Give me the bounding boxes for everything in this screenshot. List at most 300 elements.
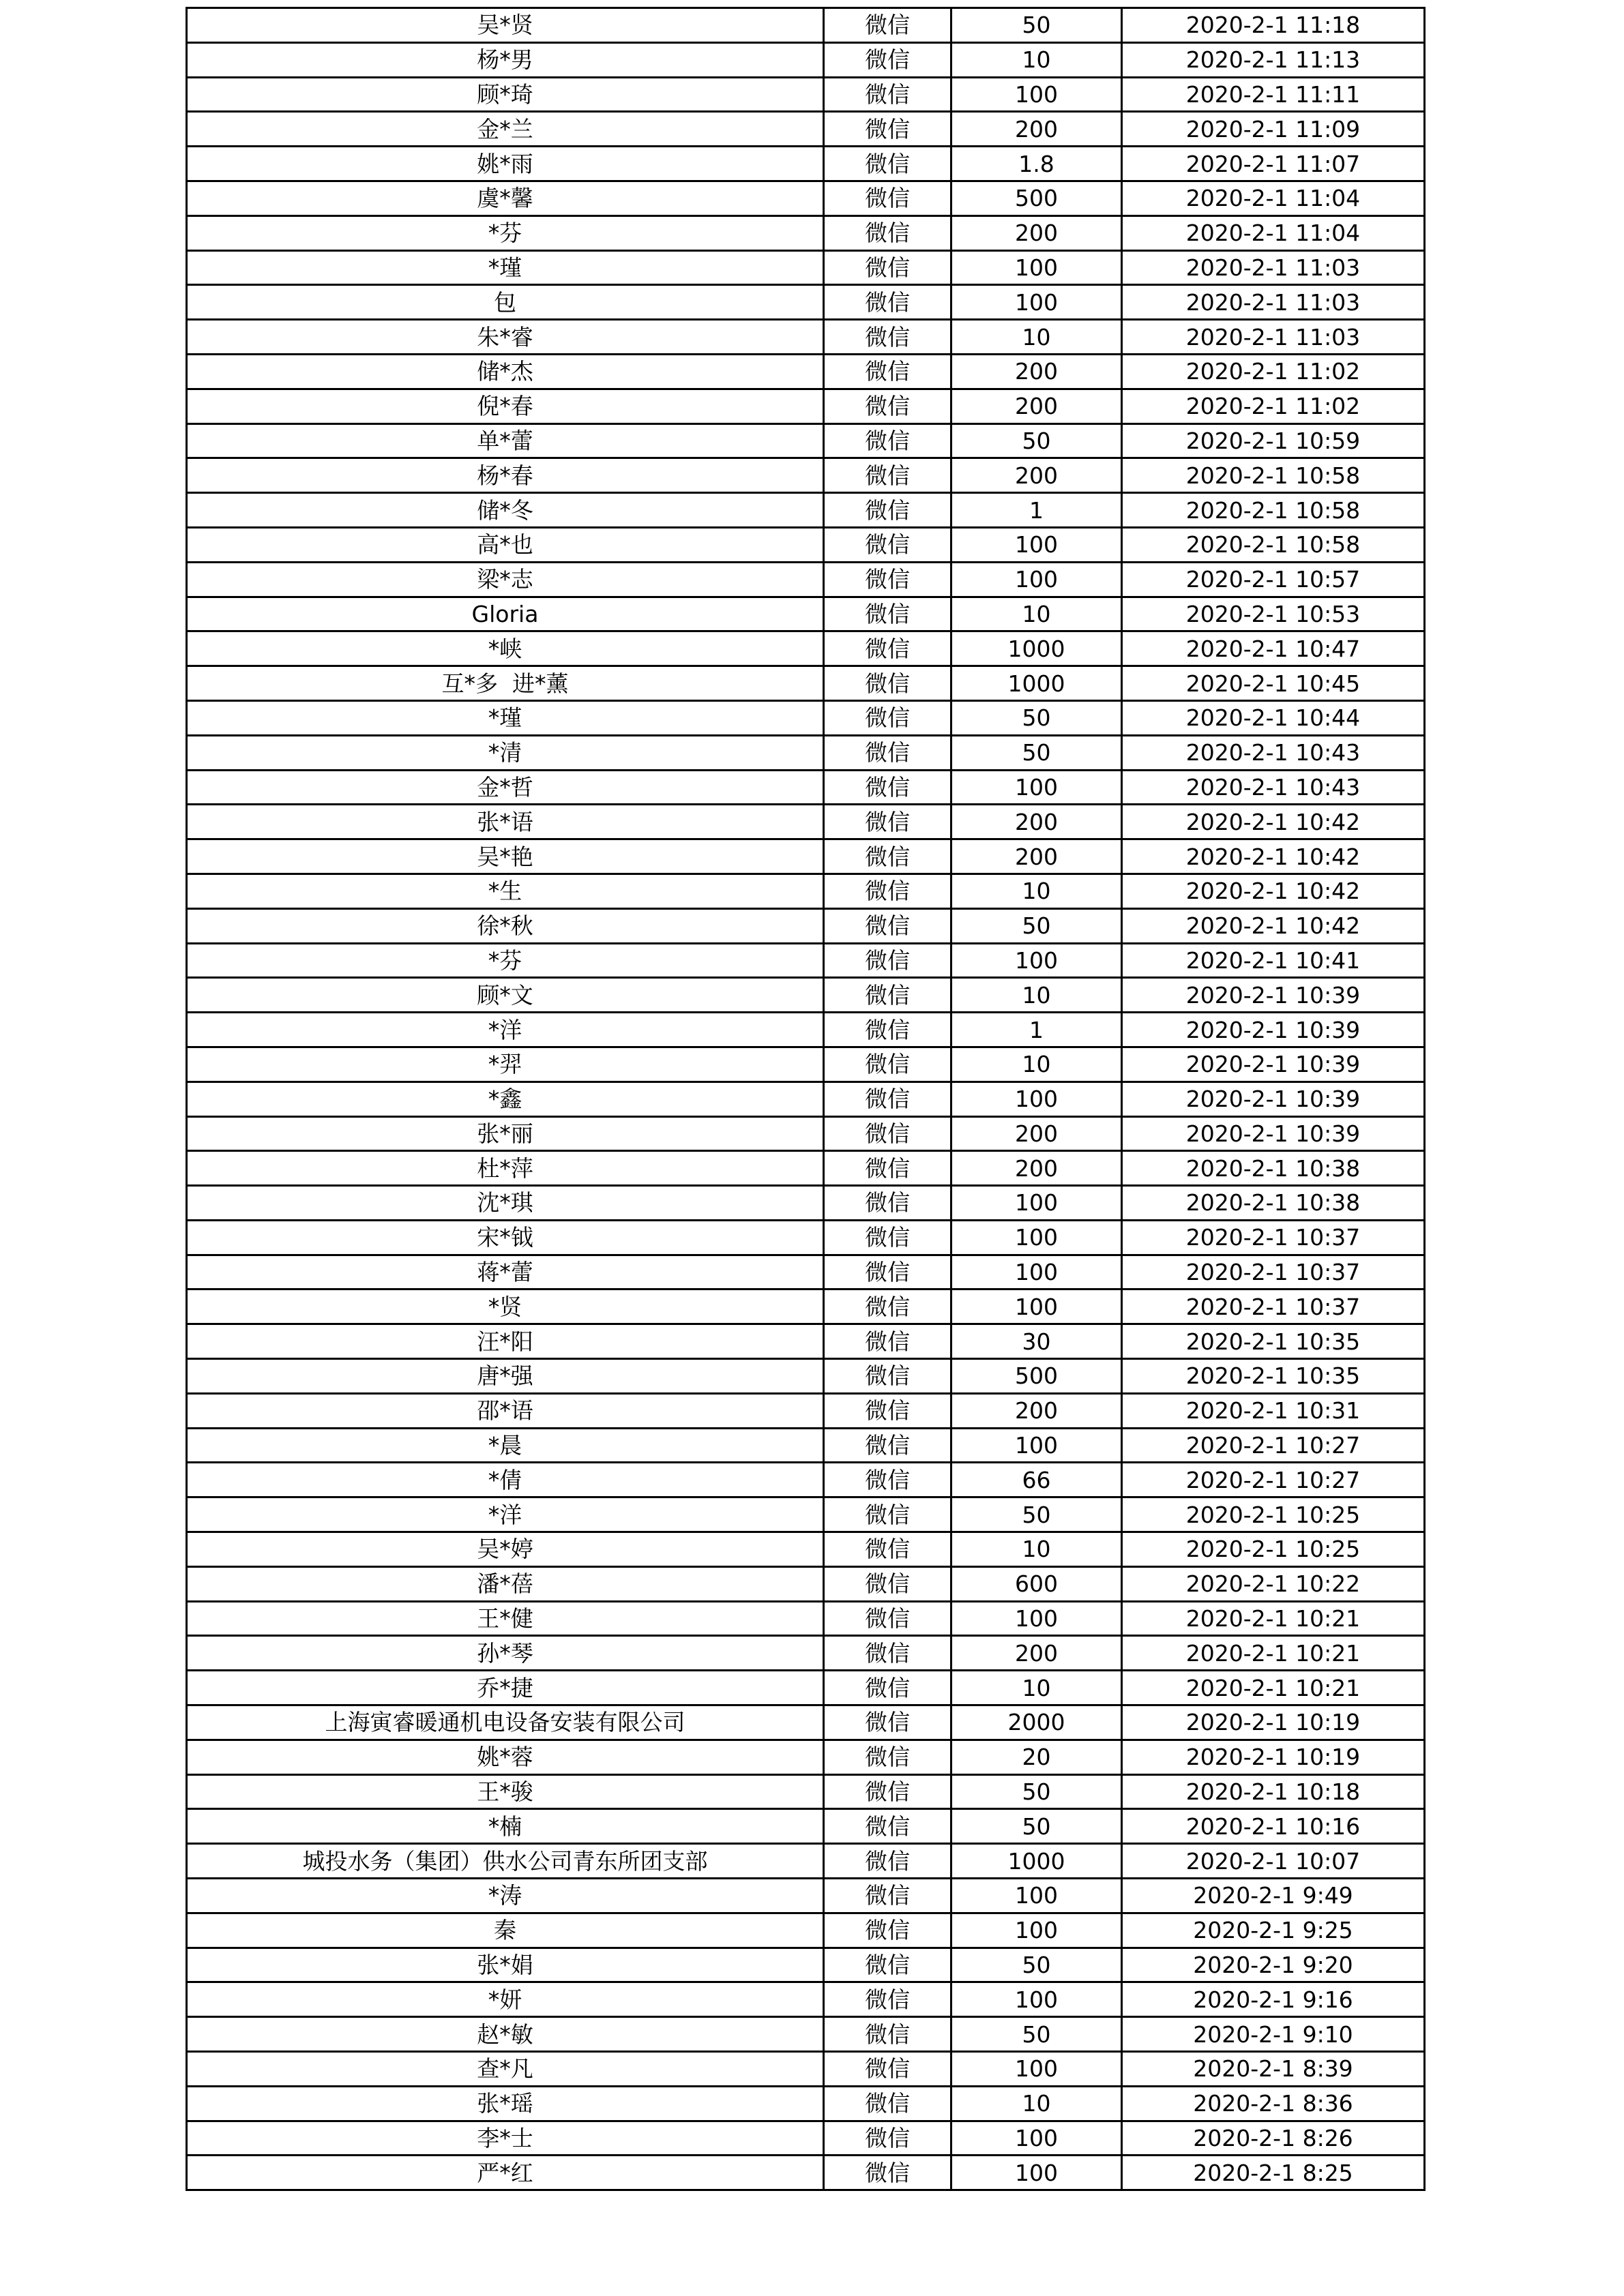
amount-cell: 50 xyxy=(951,908,1122,943)
amount-cell: 50 xyxy=(951,700,1122,735)
amount-cell: 30 xyxy=(951,1324,1122,1359)
time-cell: 2020-2-1 8:25 xyxy=(1122,2156,1425,2190)
payment-method-cell: 微信 xyxy=(824,562,951,597)
payment-method-cell: 微信 xyxy=(824,943,951,978)
time-cell: 2020-2-1 10:42 xyxy=(1122,874,1425,908)
donor-name-cell: 邵*语 xyxy=(187,1393,824,1428)
time-cell: 2020-2-1 10:19 xyxy=(1122,1740,1425,1774)
time-cell: 2020-2-1 10:27 xyxy=(1122,1428,1425,1463)
donor-name-cell: 汪*阳 xyxy=(187,1324,824,1359)
time-cell: 2020-2-1 10:25 xyxy=(1122,1497,1425,1532)
amount-cell: 50 xyxy=(951,1774,1122,1809)
donor-name-cell: *洋 xyxy=(187,1013,824,1047)
table-row xyxy=(187,1255,1425,1289)
amount-cell: 10 xyxy=(951,320,1122,355)
table-row xyxy=(187,1151,1425,1186)
payment-method-cell: 微信 xyxy=(824,1671,951,1705)
amount-cell: 100 xyxy=(951,2156,1122,2190)
payment-method-cell: 微信 xyxy=(824,147,951,181)
donor-name-cell: *瑾 xyxy=(187,250,824,285)
payment-method-cell: 微信 xyxy=(824,2156,951,2190)
time-cell: 2020-2-1 11:09 xyxy=(1122,112,1425,147)
amount-cell: 1.8 xyxy=(951,147,1122,181)
amount-cell: 50 xyxy=(951,423,1122,458)
donor-name-cell: 查*凡 xyxy=(187,2052,824,2087)
amount-cell: 100 xyxy=(951,250,1122,285)
amount-cell: 10 xyxy=(951,2086,1122,2121)
table-row xyxy=(187,1013,1425,1047)
payment-method-cell: 微信 xyxy=(824,423,951,458)
time-cell: 2020-2-1 8:36 xyxy=(1122,2086,1425,2121)
table-row xyxy=(187,389,1425,423)
table-row xyxy=(187,1844,1425,1879)
table-row xyxy=(187,1705,1425,1740)
payment-method-cell: 微信 xyxy=(824,493,951,528)
time-cell: 2020-2-1 9:49 xyxy=(1122,1879,1425,1913)
amount-cell: 100 xyxy=(951,1082,1122,1116)
donor-name-cell: *瑾 xyxy=(187,700,824,735)
donor-name-cell: 单*蕾 xyxy=(187,423,824,458)
donor-name-cell: 互*多 进*薰 xyxy=(187,666,824,701)
donor-name-cell: *贤 xyxy=(187,1289,824,1324)
payment-method-cell: 微信 xyxy=(824,1324,951,1359)
time-cell: 2020-2-1 10:21 xyxy=(1122,1671,1425,1705)
table-row xyxy=(187,1532,1425,1567)
table-row xyxy=(187,839,1425,874)
donor-name-cell: 张*丽 xyxy=(187,1116,824,1151)
table-row xyxy=(187,1186,1425,1221)
amount-cell: 2000 xyxy=(951,1705,1122,1740)
donor-name-cell: *妍 xyxy=(187,1982,824,2017)
donor-name-cell: 张*语 xyxy=(187,805,824,839)
time-cell: 2020-2-1 10:38 xyxy=(1122,1186,1425,1221)
payment-method-cell: 微信 xyxy=(824,1774,951,1809)
table-row xyxy=(187,1774,1425,1809)
time-cell: 2020-2-1 10:07 xyxy=(1122,1844,1425,1879)
amount-cell: 600 xyxy=(951,1566,1122,1601)
payment-method-cell: 微信 xyxy=(824,1844,951,1879)
amount-cell: 50 xyxy=(951,8,1122,43)
payment-method-cell: 微信 xyxy=(824,1705,951,1740)
donor-name-cell: 蒋*蕾 xyxy=(187,1255,824,1289)
amount-cell: 1 xyxy=(951,1013,1122,1047)
payment-method-cell: 微信 xyxy=(824,320,951,355)
table-row xyxy=(187,250,1425,285)
table-row xyxy=(187,700,1425,735)
time-cell: 2020-2-1 11:03 xyxy=(1122,250,1425,285)
amount-cell: 50 xyxy=(951,1497,1122,1532)
time-cell: 2020-2-1 10:58 xyxy=(1122,493,1425,528)
table-row xyxy=(187,1982,1425,2017)
payment-method-cell: 微信 xyxy=(824,631,951,666)
payment-method-cell: 微信 xyxy=(824,978,951,1013)
amount-cell: 100 xyxy=(951,2121,1122,2156)
table-row xyxy=(187,1671,1425,1705)
payment-method-cell: 微信 xyxy=(824,527,951,562)
amount-cell: 1000 xyxy=(951,1844,1122,1879)
table-row xyxy=(187,215,1425,250)
payment-method-cell: 微信 xyxy=(824,597,951,631)
donor-name-cell: 孙*琴 xyxy=(187,1636,824,1671)
donor-name-cell: 李*士 xyxy=(187,2121,824,2156)
amount-cell: 200 xyxy=(951,1151,1122,1186)
table-row xyxy=(187,2017,1425,2052)
payment-method-cell: 微信 xyxy=(824,805,951,839)
payment-method-cell: 微信 xyxy=(824,1393,951,1428)
time-cell: 2020-2-1 10:37 xyxy=(1122,1255,1425,1289)
table-row xyxy=(187,597,1425,631)
payment-method-cell: 微信 xyxy=(824,42,951,77)
time-cell: 2020-2-1 10:25 xyxy=(1122,1532,1425,1567)
donor-name-cell: 朱*睿 xyxy=(187,320,824,355)
donor-name-cell: 高*也 xyxy=(187,527,824,562)
table-row xyxy=(187,527,1425,562)
donor-name-cell: 杨*春 xyxy=(187,458,824,493)
amount-cell: 100 xyxy=(951,1879,1122,1913)
time-cell: 2020-2-1 10:42 xyxy=(1122,908,1425,943)
payment-method-cell: 微信 xyxy=(824,1809,951,1844)
donor-name-cell: 包 xyxy=(187,285,824,320)
table-row xyxy=(187,147,1425,181)
donor-name-cell: 徐*秋 xyxy=(187,908,824,943)
time-cell: 2020-2-1 10:58 xyxy=(1122,527,1425,562)
time-cell: 2020-2-1 11:02 xyxy=(1122,389,1425,423)
amount-cell: 100 xyxy=(951,1255,1122,1289)
table-row xyxy=(187,77,1425,112)
payment-method-cell: 微信 xyxy=(824,666,951,701)
table-row xyxy=(187,978,1425,1013)
donor-name-cell: 吴*婷 xyxy=(187,1532,824,1567)
table-row xyxy=(187,458,1425,493)
time-cell: 2020-2-1 10:37 xyxy=(1122,1220,1425,1255)
table-row xyxy=(187,631,1425,666)
donor-name-cell: 储*冬 xyxy=(187,493,824,528)
payment-method-cell: 微信 xyxy=(824,1047,951,1082)
donor-name-cell: *倩 xyxy=(187,1463,824,1497)
donor-name-cell: *生 xyxy=(187,874,824,908)
table-row xyxy=(187,1809,1425,1844)
table-row xyxy=(187,423,1425,458)
payment-method-cell: 微信 xyxy=(824,1116,951,1151)
time-cell: 2020-2-1 10:22 xyxy=(1122,1566,1425,1601)
table-row xyxy=(187,8,1425,43)
table-row xyxy=(187,1082,1425,1116)
amount-cell: 100 xyxy=(951,2052,1122,2087)
payment-method-cell: 微信 xyxy=(824,181,951,215)
amount-cell: 100 xyxy=(951,1982,1122,2017)
donor-name-cell: 姚*蓉 xyxy=(187,1740,824,1774)
table-row xyxy=(187,112,1425,147)
time-cell: 2020-2-1 11:04 xyxy=(1122,181,1425,215)
amount-cell: 100 xyxy=(951,285,1122,320)
amount-cell: 10 xyxy=(951,1047,1122,1082)
amount-cell: 1000 xyxy=(951,666,1122,701)
donor-name-cell: Gloria xyxy=(187,597,824,631)
amount-cell: 200 xyxy=(951,805,1122,839)
amount-cell: 200 xyxy=(951,112,1122,147)
donor-name-cell: *芬 xyxy=(187,215,824,250)
donor-name-cell: 储*杰 xyxy=(187,354,824,389)
table-row xyxy=(187,1116,1425,1151)
amount-cell: 100 xyxy=(951,943,1122,978)
payment-method-cell: 微信 xyxy=(824,2121,951,2156)
time-cell: 2020-2-1 10:38 xyxy=(1122,1151,1425,1186)
table-row xyxy=(187,770,1425,805)
amount-cell: 100 xyxy=(951,527,1122,562)
table-row xyxy=(187,1324,1425,1359)
time-cell: 2020-2-1 10:39 xyxy=(1122,1047,1425,1082)
payment-method-cell: 微信 xyxy=(824,1740,951,1774)
time-cell: 2020-2-1 11:02 xyxy=(1122,354,1425,389)
table-row xyxy=(187,285,1425,320)
payment-method-cell: 微信 xyxy=(824,1428,951,1463)
table-row xyxy=(187,1636,1425,1671)
payment-method-cell: 微信 xyxy=(824,458,951,493)
amount-cell: 10 xyxy=(951,597,1122,631)
payment-method-cell: 微信 xyxy=(824,1879,951,1913)
amount-cell: 200 xyxy=(951,1393,1122,1428)
amount-cell: 100 xyxy=(951,770,1122,805)
payment-method-cell: 微信 xyxy=(824,215,951,250)
donor-name-cell: 金*哲 xyxy=(187,770,824,805)
amount-cell: 100 xyxy=(951,1428,1122,1463)
donor-name-cell: 赵*敏 xyxy=(187,2017,824,2052)
time-cell: 2020-2-1 9:25 xyxy=(1122,1913,1425,1948)
donor-name-cell: 吴*艳 xyxy=(187,839,824,874)
payment-method-cell: 微信 xyxy=(824,389,951,423)
time-cell: 2020-2-1 10:39 xyxy=(1122,1116,1425,1151)
time-cell: 2020-2-1 9:16 xyxy=(1122,1982,1425,2017)
time-cell: 2020-2-1 10:53 xyxy=(1122,597,1425,631)
time-cell: 2020-2-1 10:21 xyxy=(1122,1636,1425,1671)
table-row xyxy=(187,1220,1425,1255)
table-row xyxy=(187,874,1425,908)
amount-cell: 50 xyxy=(951,2017,1122,2052)
donor-name-cell: 乔*捷 xyxy=(187,1671,824,1705)
time-cell: 2020-2-1 11:03 xyxy=(1122,285,1425,320)
table-row xyxy=(187,42,1425,77)
amount-cell: 200 xyxy=(951,215,1122,250)
donor-name-cell: *鑫 xyxy=(187,1082,824,1116)
amount-cell: 200 xyxy=(951,354,1122,389)
payment-method-cell: 微信 xyxy=(824,1220,951,1255)
amount-cell: 66 xyxy=(951,1463,1122,1497)
payment-method-cell: 微信 xyxy=(824,77,951,112)
amount-cell: 10 xyxy=(951,874,1122,908)
donation-table xyxy=(186,7,1426,2191)
donor-name-cell: 杨*男 xyxy=(187,42,824,77)
donor-name-cell: 王*骏 xyxy=(187,1774,824,1809)
table-row xyxy=(187,1948,1425,1982)
table-row xyxy=(187,2052,1425,2087)
donor-name-cell: *芬 xyxy=(187,943,824,978)
payment-method-cell: 微信 xyxy=(824,908,951,943)
payment-method-cell: 微信 xyxy=(824,1913,951,1948)
time-cell: 2020-2-1 10:59 xyxy=(1122,423,1425,458)
amount-cell: 200 xyxy=(951,1636,1122,1671)
table-row xyxy=(187,1428,1425,1463)
payment-method-cell: 微信 xyxy=(824,8,951,43)
amount-cell: 50 xyxy=(951,1948,1122,1982)
time-cell: 2020-2-1 10:43 xyxy=(1122,770,1425,805)
payment-method-cell: 微信 xyxy=(824,700,951,735)
amount-cell: 100 xyxy=(951,1289,1122,1324)
time-cell: 2020-2-1 9:20 xyxy=(1122,1948,1425,1982)
time-cell: 2020-2-1 8:39 xyxy=(1122,2052,1425,2087)
table-row xyxy=(187,1740,1425,1774)
table-row xyxy=(187,181,1425,215)
donor-name-cell: *峡 xyxy=(187,631,824,666)
amount-cell: 100 xyxy=(951,1601,1122,1636)
donor-name-cell: 顾*文 xyxy=(187,978,824,1013)
donor-name-cell: 顾*琦 xyxy=(187,77,824,112)
table-row xyxy=(187,1289,1425,1324)
table-row xyxy=(187,2121,1425,2156)
table-row xyxy=(187,1359,1425,1394)
time-cell: 2020-2-1 10:43 xyxy=(1122,735,1425,770)
donor-name-cell: *羿 xyxy=(187,1047,824,1082)
payment-method-cell: 微信 xyxy=(824,735,951,770)
payment-method-cell: 微信 xyxy=(824,2052,951,2087)
table-row xyxy=(187,354,1425,389)
table-row xyxy=(187,562,1425,597)
time-cell: 2020-2-1 11:11 xyxy=(1122,77,1425,112)
amount-cell: 10 xyxy=(951,1671,1122,1705)
time-cell: 2020-2-1 8:26 xyxy=(1122,2121,1425,2156)
amount-cell: 500 xyxy=(951,181,1122,215)
table-row xyxy=(187,805,1425,839)
payment-method-cell: 微信 xyxy=(824,839,951,874)
time-cell: 2020-2-1 10:18 xyxy=(1122,1774,1425,1809)
payment-method-cell: 微信 xyxy=(824,2017,951,2052)
time-cell: 2020-2-1 10:39 xyxy=(1122,1013,1425,1047)
payment-method-cell: 微信 xyxy=(824,1255,951,1289)
payment-method-cell: 微信 xyxy=(824,1566,951,1601)
amount-cell: 10 xyxy=(951,978,1122,1013)
donor-name-cell: 金*兰 xyxy=(187,112,824,147)
payment-method-cell: 微信 xyxy=(824,1948,951,1982)
donor-name-cell: 上海寅睿暖通机电设备安装有限公司 xyxy=(187,1705,824,1740)
time-cell: 2020-2-1 11:13 xyxy=(1122,42,1425,77)
table-row xyxy=(187,908,1425,943)
payment-method-cell: 微信 xyxy=(824,285,951,320)
donor-name-cell: *涛 xyxy=(187,1879,824,1913)
time-cell: 2020-2-1 10:21 xyxy=(1122,1601,1425,1636)
table-row xyxy=(187,493,1425,528)
payment-method-cell: 微信 xyxy=(824,354,951,389)
payment-method-cell: 微信 xyxy=(824,1601,951,1636)
donor-name-cell: 姚*雨 xyxy=(187,147,824,181)
table-row xyxy=(187,735,1425,770)
table-row xyxy=(187,1566,1425,1601)
donor-name-cell: 张*娟 xyxy=(187,1948,824,1982)
payment-method-cell: 微信 xyxy=(824,1289,951,1324)
table-row xyxy=(187,1879,1425,1913)
payment-method-cell: 微信 xyxy=(824,1532,951,1567)
amount-cell: 200 xyxy=(951,458,1122,493)
payment-method-cell: 微信 xyxy=(824,1186,951,1221)
table-row xyxy=(187,1463,1425,1497)
amount-cell: 50 xyxy=(951,1809,1122,1844)
donor-name-cell: 吴*贤 xyxy=(187,8,824,43)
time-cell: 2020-2-1 10:35 xyxy=(1122,1359,1425,1394)
time-cell: 2020-2-1 10:31 xyxy=(1122,1393,1425,1428)
time-cell: 2020-2-1 11:03 xyxy=(1122,320,1425,355)
time-cell: 2020-2-1 11:07 xyxy=(1122,147,1425,181)
donor-name-cell: 虞*馨 xyxy=(187,181,824,215)
amount-cell: 10 xyxy=(951,1532,1122,1567)
time-cell: 2020-2-1 10:35 xyxy=(1122,1324,1425,1359)
time-cell: 2020-2-1 10:37 xyxy=(1122,1289,1425,1324)
payment-method-cell: 微信 xyxy=(824,874,951,908)
amount-cell: 1000 xyxy=(951,631,1122,666)
payment-method-cell: 微信 xyxy=(824,1013,951,1047)
table-row xyxy=(187,1047,1425,1082)
payment-method-cell: 微信 xyxy=(824,1497,951,1532)
time-cell: 2020-2-1 10:19 xyxy=(1122,1705,1425,1740)
table-row xyxy=(187,320,1425,355)
donor-name-cell: *清 xyxy=(187,735,824,770)
time-cell: 2020-2-1 10:42 xyxy=(1122,805,1425,839)
amount-cell: 100 xyxy=(951,562,1122,597)
payment-method-cell: 微信 xyxy=(824,1082,951,1116)
donor-name-cell: 宋*钺 xyxy=(187,1220,824,1255)
donor-name-cell: 王*健 xyxy=(187,1601,824,1636)
donor-name-cell: *楠 xyxy=(187,1809,824,1844)
time-cell: 2020-2-1 10:16 xyxy=(1122,1809,1425,1844)
amount-cell: 100 xyxy=(951,1220,1122,1255)
payment-method-cell: 微信 xyxy=(824,1636,951,1671)
table-row xyxy=(187,1913,1425,1948)
donor-name-cell: 潘*蓓 xyxy=(187,1566,824,1601)
time-cell: 2020-2-1 10:27 xyxy=(1122,1463,1425,1497)
amount-cell: 50 xyxy=(951,735,1122,770)
time-cell: 2020-2-1 10:41 xyxy=(1122,943,1425,978)
donor-name-cell: 唐*强 xyxy=(187,1359,824,1394)
amount-cell: 200 xyxy=(951,389,1122,423)
donor-name-cell: 城投水务（集团）供水公司青东所团支部 xyxy=(187,1844,824,1879)
time-cell: 2020-2-1 10:42 xyxy=(1122,839,1425,874)
time-cell: 2020-2-1 10:45 xyxy=(1122,666,1425,701)
donor-name-cell: 严*红 xyxy=(187,2156,824,2190)
amount-cell: 20 xyxy=(951,1740,1122,1774)
payment-method-cell: 微信 xyxy=(824,1151,951,1186)
payment-method-cell: 微信 xyxy=(824,2086,951,2121)
amount-cell: 500 xyxy=(951,1359,1122,1394)
amount-cell: 200 xyxy=(951,839,1122,874)
donor-name-cell: 张*瑶 xyxy=(187,2086,824,2121)
time-cell: 2020-2-1 10:47 xyxy=(1122,631,1425,666)
time-cell: 2020-2-1 10:39 xyxy=(1122,978,1425,1013)
time-cell: 2020-2-1 11:04 xyxy=(1122,215,1425,250)
time-cell: 2020-2-1 9:10 xyxy=(1122,2017,1425,2052)
amount-cell: 1 xyxy=(951,493,1122,528)
donor-name-cell: 秦 xyxy=(187,1913,824,1948)
donor-name-cell: *晨 xyxy=(187,1428,824,1463)
donor-name-cell: 杜*萍 xyxy=(187,1151,824,1186)
amount-cell: 10 xyxy=(951,42,1122,77)
time-cell: 2020-2-1 10:39 xyxy=(1122,1082,1425,1116)
payment-method-cell: 微信 xyxy=(824,770,951,805)
table-row xyxy=(187,2086,1425,2121)
amount-cell: 100 xyxy=(951,1186,1122,1221)
donor-name-cell: 梁*志 xyxy=(187,562,824,597)
table-row xyxy=(187,1393,1425,1428)
time-cell: 2020-2-1 10:58 xyxy=(1122,458,1425,493)
payment-method-cell: 微信 xyxy=(824,1359,951,1394)
donor-name-cell: 倪*春 xyxy=(187,389,824,423)
time-cell: 2020-2-1 10:44 xyxy=(1122,700,1425,735)
